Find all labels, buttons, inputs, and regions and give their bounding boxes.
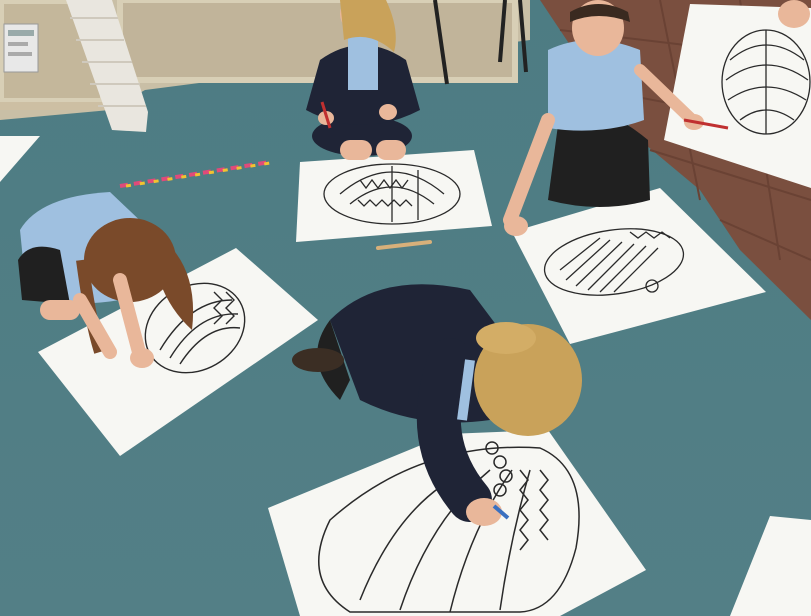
adult-hand: [778, 0, 810, 28]
paper-sheet-2: [296, 150, 492, 242]
